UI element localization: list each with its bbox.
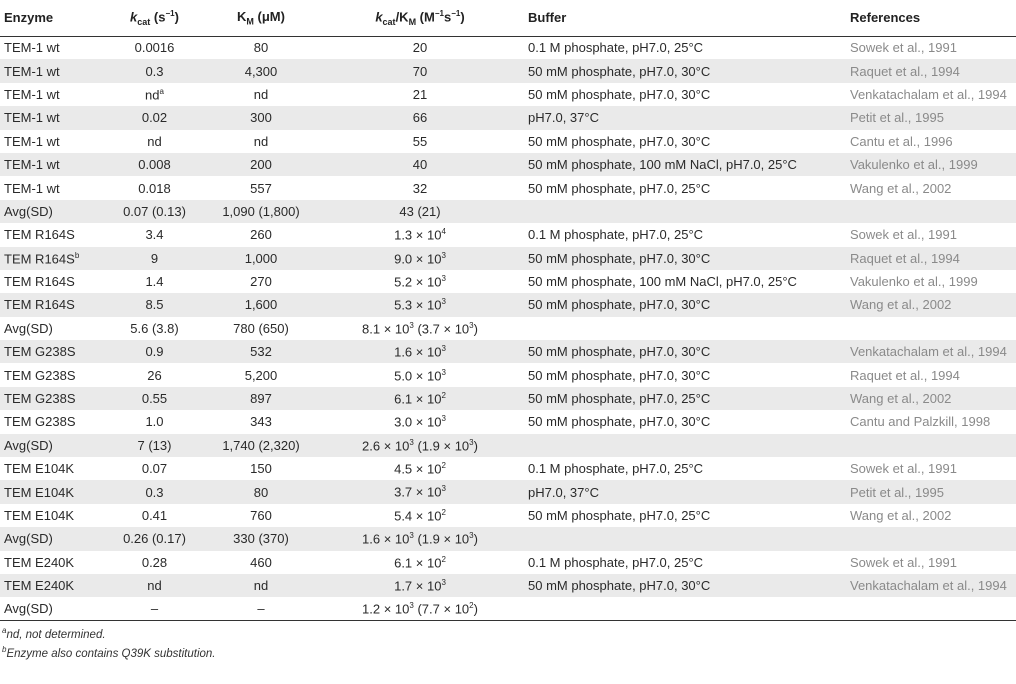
cell-buffer xyxy=(524,527,846,550)
cell-enzyme: TEM G238S xyxy=(4,344,76,360)
cell-reference: Sowek et al., 1991 xyxy=(850,554,957,570)
header-km: $K_M$ (μM) xyxy=(206,0,316,36)
cell-kcat-km: $1.3 \times 10^4$ xyxy=(394,227,446,243)
cell-kcat: nd xyxy=(147,578,162,594)
header-kcat-km: $k_{cat}/K_M$ $(M^{-1}s^{-1})$ xyxy=(316,0,524,36)
header-buffer: Buffer xyxy=(524,0,846,36)
cell-kcat-km: $1.2 \times 10^3$ $(7.7 \times 10^2)$ xyxy=(362,601,478,617)
cell-km: 330 (370) xyxy=(233,531,289,547)
cell-enzyme: TEM R164S xyxy=(4,297,75,313)
cell-km: 300 xyxy=(250,110,272,126)
cell-buffer: 0.1 M phosphate, pH7.0, 25°C xyxy=(528,40,704,56)
cell-kcat-km: 66 xyxy=(412,110,428,126)
cell-buffer: 50 mM phosphate, pH7.0, 25°C xyxy=(528,508,711,523)
cell-enzyme: TEM E104K xyxy=(4,508,75,523)
cell-kcat: 0.55 xyxy=(141,391,168,407)
cell-enzyme: Avg(SD) xyxy=(4,320,53,336)
cell-enzyme: Avg(SD) xyxy=(4,531,53,547)
cell-enzyme: Avg(SD) xyxy=(4,203,53,219)
cell-reference xyxy=(846,317,1016,340)
cell-buffer: 50 mM phosphate, pH7.0, 30°C xyxy=(528,250,711,266)
cell-km: 1,000 xyxy=(244,250,278,266)
cell-enzyme: TEM-1 wt xyxy=(4,110,60,126)
cell-enzyme: TEM R164S xyxy=(4,227,75,243)
cell-kcat: 0.0016 xyxy=(134,40,175,56)
table-body xyxy=(0,36,1016,621)
cell-kcat-km: $1.6 \times 10^3$ xyxy=(394,344,446,360)
cell-buffer: 50 mM phosphate, pH7.0, 30°C xyxy=(528,344,711,360)
cell-reference: Sowek et al., 1991 xyxy=(850,227,957,243)
cell-kcat-km: 43 (21) xyxy=(399,203,441,219)
cell-reference xyxy=(846,527,1016,550)
cell-km: 1,090 (1,800) xyxy=(222,203,300,219)
cell-kcat-km: 40 xyxy=(412,157,428,173)
cell-km: 200 xyxy=(250,157,272,173)
cell-kcat: 0.02 xyxy=(141,110,168,126)
cell-buffer: 50 mM phosphate, 100 mM NaCl, pH7.0, 25°C xyxy=(528,274,797,290)
header-kcat: $k_{cat}$ $(s^{-1})$ xyxy=(103,0,206,36)
cell-km: 5,200 xyxy=(244,367,278,383)
cell-buffer: 0.1 M phosphate, pH7.0, 25°C xyxy=(528,461,704,477)
cell-km: 897 xyxy=(250,391,272,407)
cell-enzyme: TEM E104K xyxy=(4,461,75,477)
cell-kcat: 7 (13) xyxy=(137,437,172,453)
cell-reference xyxy=(846,434,1016,457)
header-references: References xyxy=(846,0,1016,36)
table-row xyxy=(0,153,1016,176)
cell-enzyme: TEM-1 wt xyxy=(4,63,60,79)
cell-reference: Venkatachalam et al., 1994 xyxy=(850,578,1007,594)
cell-reference: Raquet et al., 1994 xyxy=(850,63,960,79)
cell-enzyme: TEM G238S xyxy=(4,367,76,383)
cell-reference: Venkatachalam et al., 1994 xyxy=(850,86,1007,102)
cell-kcat-km: $1.7 \times 10^3$ xyxy=(394,578,446,594)
footnote: $^a$nd, not determined. xyxy=(2,626,106,642)
cell-reference: Vakulenko et al., 1999 xyxy=(850,274,978,290)
footnote: $^b$Enzyme also contains Q39K substitution. xyxy=(2,645,216,661)
cell-kcat: – xyxy=(150,601,159,617)
cell-kcat-km: $5.3 \times 10^3$ xyxy=(394,297,446,313)
cell-kcat-km: $5.0 \times 10^3$ xyxy=(394,367,446,383)
cell-kcat-km: $1.6 \times 10^3$ $(1.9 \times 10^3)$ xyxy=(362,531,478,547)
cell-enzyme: TEM E240K xyxy=(4,578,75,594)
cell-buffer: 50 mM phosphate, pH7.0, 30°C xyxy=(528,578,711,594)
cell-kcat-km: $6.1 \times 10^2$ xyxy=(394,554,446,570)
cell-kcat-km: $3.0 \times 10^3$ xyxy=(394,414,446,430)
table-row xyxy=(0,270,1016,293)
table-row xyxy=(0,106,1016,129)
cell-kcat: 5.6 (3.8) xyxy=(130,320,179,336)
cell-km: nd xyxy=(253,133,269,149)
cell-enzyme: TEM-1 wt xyxy=(4,133,60,149)
header-enzyme: Enzyme xyxy=(0,0,103,36)
table-row xyxy=(0,363,1016,386)
cell-kcat: 0.28 xyxy=(141,554,168,570)
cell-kcat: 0.41 xyxy=(141,508,168,523)
cell-kcat: 8.5 xyxy=(145,297,164,313)
table-row xyxy=(0,457,1016,480)
cell-buffer: 0.1 M phosphate, pH7.0, 25°C xyxy=(528,227,704,243)
cell-km: 150 xyxy=(250,461,272,477)
cell-kcat-km: $3.7 \times 10^3$ xyxy=(394,484,446,500)
cell-enzyme: TEM-1 wt xyxy=(4,40,60,56)
cell-km: 780 (650) xyxy=(233,320,289,336)
cell-enzyme: TEM-1 wt xyxy=(4,180,60,196)
cell-kcat: 0.3 xyxy=(145,484,164,500)
cell-buffer: 50 mM phosphate, pH7.0, 30°C xyxy=(528,414,711,430)
cell-buffer xyxy=(524,597,846,620)
cell-kcat-km: 21 xyxy=(412,86,428,102)
cell-reference: Sowek et al., 1991 xyxy=(850,40,957,56)
cell-buffer xyxy=(524,434,846,457)
cell-kcat: 3.4 xyxy=(145,227,164,243)
cell-buffer: 50 mM phosphate, pH7.0, 30°C xyxy=(528,133,711,149)
cell-kcat: 0.008 xyxy=(138,157,171,173)
cell-reference xyxy=(846,200,1016,223)
cell-buffer: 50 mM phosphate, pH7.0, 25°C xyxy=(528,391,711,407)
cell-enzyme: TEM $R164S^b$ xyxy=(4,250,80,266)
table-row xyxy=(0,83,1016,106)
cell-kcat-km: $5.4 \times 10^2$ xyxy=(394,507,446,524)
cell-reference: Raquet et al., 1994 xyxy=(850,367,960,383)
cell-km: 532 xyxy=(250,344,272,360)
cell-reference: Wang et al., 2002 xyxy=(850,391,952,407)
cell-enzyme: TEM E104K xyxy=(4,484,75,500)
table-row xyxy=(0,247,1016,270)
cell-kcat-km: $2.6 \times 10^3$ $(1.9 \times 10^3)$ xyxy=(362,437,478,453)
cell-buffer: pH7.0, 37°C xyxy=(528,484,599,500)
table-row xyxy=(0,410,1016,433)
cell-reference: Wang et al., 2002 xyxy=(850,297,952,313)
cell-buffer: 50 mM phosphate, pH7.0, 30°C xyxy=(528,86,711,102)
cell-buffer xyxy=(524,317,846,340)
cell-kcat-km: $8.1 \times 10^3$ $(3.7 \times 10^3)$ xyxy=(362,320,478,337)
cell-km: 270 xyxy=(250,274,272,290)
table-row xyxy=(0,293,1016,316)
cell-reference: Wang et al., 2002 xyxy=(850,508,952,523)
cell-kcat: 0.07 xyxy=(141,461,168,477)
cell-km: 1,740 (2,320) xyxy=(222,437,300,453)
table-row xyxy=(0,59,1016,82)
table-row xyxy=(0,223,1016,246)
cell-buffer: 50 mM phosphate, pH7.0, 30°C xyxy=(528,297,711,313)
cell-kcat: $nd^a$ xyxy=(145,86,164,103)
cell-enzyme: TEM-1 wt xyxy=(4,157,60,173)
footnotes xyxy=(0,621,1016,659)
cell-reference: Petit et al., 1995 xyxy=(850,484,944,500)
cell-kcat-km: 32 xyxy=(412,180,428,196)
cell-km: 460 xyxy=(250,554,272,570)
table-row xyxy=(0,504,1016,527)
cell-kcat-km: $6.1 \times 10^2$ xyxy=(394,390,446,407)
cell-kcat: 0.9 xyxy=(145,344,164,360)
cell-km: nd xyxy=(253,86,269,102)
cell-reference: Cantu and Palzkill, 1998 xyxy=(850,414,991,430)
cell-kcat-km: $9.0 \times 10^3$ xyxy=(394,250,446,266)
table-row xyxy=(0,480,1016,503)
cell-kcat-km: 55 xyxy=(412,133,428,149)
cell-reference: Raquet et al., 1994 xyxy=(850,250,960,266)
cell-enzyme: TEM-1 wt xyxy=(4,86,60,102)
table-row xyxy=(0,340,1016,363)
cell-enzyme: Avg(SD) xyxy=(4,601,53,617)
cell-buffer: 50 mM phosphate, 100 mM NaCl, pH7.0, 25°C xyxy=(528,157,797,173)
table-row xyxy=(0,130,1016,153)
cell-buffer xyxy=(524,200,846,223)
cell-km: 557 xyxy=(250,180,272,196)
cell-kcat-km: 70 xyxy=(412,63,428,79)
cell-enzyme: TEM R164S xyxy=(4,274,75,290)
table-row xyxy=(0,551,1016,574)
cell-kcat-km: $5.2 \times 10^3$ xyxy=(394,273,446,290)
cell-kcat: 9 xyxy=(150,250,159,266)
cell-enzyme: TEM E240K xyxy=(4,554,75,570)
cell-reference: Vakulenko et al., 1999 xyxy=(850,157,978,173)
cell-km: 260 xyxy=(250,227,272,243)
cell-kcat: nd xyxy=(147,133,162,149)
cell-reference: Cantu et al., 1996 xyxy=(850,133,953,149)
table-row xyxy=(0,527,1016,550)
table-row xyxy=(0,387,1016,410)
cell-km: 760 xyxy=(250,508,272,523)
cell-km: 1,600 xyxy=(244,297,278,313)
table-row xyxy=(0,36,1016,59)
cell-km: – xyxy=(257,601,265,617)
table-row xyxy=(0,574,1016,597)
cell-reference: Petit et al., 1995 xyxy=(850,110,944,126)
table-row xyxy=(0,597,1016,620)
cell-km: nd xyxy=(253,578,269,594)
cell-reference: Wang et al., 2002 xyxy=(850,180,952,196)
cell-kcat: 1.4 xyxy=(145,274,164,290)
cell-enzyme: Avg(SD) xyxy=(4,437,53,453)
cell-kcat: 26 xyxy=(147,367,162,383)
table-row xyxy=(0,434,1016,457)
cell-kcat-km: 20 xyxy=(412,40,428,56)
table-row xyxy=(0,200,1016,223)
cell-buffer: 50 mM phosphate, pH7.0, 30°C xyxy=(528,63,711,79)
cell-kcat: 1.0 xyxy=(145,414,164,430)
header-row xyxy=(0,0,1016,36)
table-row xyxy=(0,176,1016,199)
cell-kcat: 0.3 xyxy=(145,63,164,79)
cell-km: 80 xyxy=(253,484,269,500)
cell-buffer: pH7.0, 37°C xyxy=(528,110,599,126)
cell-buffer: 50 mM phosphate, pH7.0, 25°C xyxy=(528,180,711,196)
cell-kcat: 0.26 (0.17) xyxy=(123,531,186,547)
cell-reference xyxy=(846,597,1016,620)
cell-buffer: 50 mM phosphate, pH7.0, 30°C xyxy=(528,367,711,383)
cell-buffer: 0.1 M phosphate, pH7.0, 25°C xyxy=(528,554,704,570)
table-row xyxy=(0,317,1016,340)
cell-enzyme: TEM G238S xyxy=(4,391,76,407)
cell-km: 4,300 xyxy=(244,63,278,79)
cell-kcat: 0.018 xyxy=(138,180,171,196)
cell-km: 80 xyxy=(253,40,269,56)
cell-kcat: 0.07 (0.13) xyxy=(123,203,186,219)
cell-reference: Venkatachalam et al., 1994 xyxy=(850,344,1007,360)
cell-reference: Sowek et al., 1991 xyxy=(850,461,957,477)
cell-enzyme: TEM G238S xyxy=(4,414,76,430)
cell-km: 343 xyxy=(250,414,272,430)
cell-kcat-km: $4.5 \times 10^2$ xyxy=(394,461,446,477)
